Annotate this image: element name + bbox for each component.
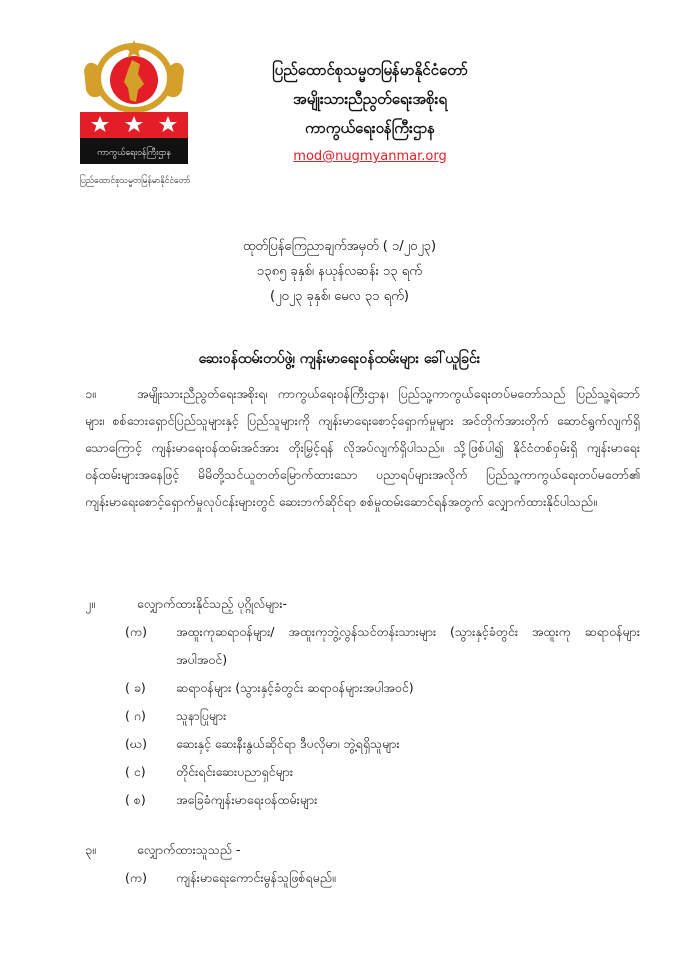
section-title: လျှောက်ထားနိုင်သည့် ပုဂ္ဂိုလ်များ- [137,596,287,611]
item-text: အထူးကုဆရာဝန်များ/ အထူးကုဘွဲ့လွန်သင်တန်းသားများ (သွားနှင့်ခံတွင်း အထူးကု ဆရာဝန်များအပါအဝင်) [176,624,640,667]
letterhead [215,56,525,171]
date-gregorian: (၂၀၂၃ ခုနှစ်၊ မေလ ၃၁ ရက်) [270,289,409,304]
list-item [85,864,640,892]
section-title: လျှောက်ထားသူသည် - [137,842,241,857]
item-text: ဆရာဝန်များ (သွားနှင့်ခံတွင်း ဆရာဝန်များအပါအဝင်) [176,680,414,695]
list-item [85,702,640,730]
subject-heading: ဆေးဝန်ထမ်းတပ်ဖွဲ့၊ ကျန်းမာရေးဝန်ထမ်းများ ခေါ်ယူခြင်း [198,351,481,367]
section-number: ၂။ [85,596,95,611]
list-item [85,786,640,814]
item-marker: ( ခ) [125,680,146,695]
announcement-block [0,234,679,309]
list-item [85,758,640,786]
list-item [85,674,640,702]
item-text: ကျန်းမာရေးကောင်းမွန်သူဖြစ်ရမည်။ [176,870,336,885]
header-line-1: ပြည်ထောင်စုသမ္မတမြန်မာနိုင်ငံတော် [272,61,468,79]
ministry-logo [78,40,190,172]
lion-left-icon [84,63,100,97]
email-link[interactable]: mod@nugmyanmar.org [293,149,447,164]
logo-caption: ပြည်ထောင်စုသမ္မတမြန်မာနိုင်ငံတော် [79,176,191,186]
item-marker: (ဃ) [125,736,147,751]
item-text: ဆေးနှင့် ဆေးနီးနွယ်ဆိုင်ရာ ဒီပလိုမာ၊ ဘွဲ့ရရှိသူများ [176,736,400,751]
item-text: သူနာပြုများ [176,708,227,723]
list-item [85,730,640,758]
item-marker: (က) [125,870,147,885]
section-number: ၃။ [85,842,96,857]
item-marker: ( ဂ) [125,708,146,723]
header-line-3: ကာကွယ်ရေးဝန်ကြီးဌာန [304,119,436,137]
item-text: အခြေခံကျန်းမာရေးဝန်ထမ်းများ [176,792,318,807]
item-marker: ( င) [125,764,146,779]
item-marker: (က) [125,624,147,639]
section-3 [85,836,640,892]
date-myanmar: ၁၃၈၅ ခုနှစ်၊ နယုန်လဆန်း ၁၃ ရက် [257,264,422,279]
item-marker: ( စ) [125,792,146,807]
paragraph-text: အမျိုးသားညီညွတ်ရေးအစိုးရ၊ ကာကွယ်ရေးဝန်ကြီးဌာန၊ ပြည်သူ့ကာကွယ်ရေးတပ်မတော်သည် ပြည်သူ့ရဲဘော်များ၊ စစ်ဘေးရှောင်ပြည်သူများနှင့် ပြည်သူများကို ကျန်းမာရေးစောင့်ရှောက်မှုများ အင်တိုက်အားတိုက် ဆောင်ရွက်လျက်ရှိသောကြောင့် ကျန်းမာရေးဝန်ထမ်းအင်အား တိုးမြှင့်ရန် လိုအပ်လျက်ရှိပါသည်။ သို့ဖြစ်ပါ၍ နိုင်ငံတစ်ဝှမ်းရှိ ကျန်းမာရေးဝန်ထမ်းများအနေဖြင့် မိမိတို့သင်ယူတတ်မြောက်ထားသော ပညာရပ်များအလိုက် ပြည်သူ့ကာကွယ်ရေးတပ်မတော်၏ ကျန်းမာရေးစောင့်ရှောက်မှုလုပ်ငန်းများတွင် ဆေးဘက်ဆိုင်ရာ စစ်မှုထမ်းဆောင်ရန်အတွက် လျှောက်ထားနိုင်ပါသည်။ [85,386,640,509]
list-item [85,618,640,674]
paragraph-1 [85,380,640,515]
header-line-2: အမျိုးသားညီညွတ်ရေးအစိုးရ [293,90,447,108]
lion-right-icon [168,63,184,97]
star-icon [124,40,144,58]
section-2 [85,590,640,814]
logo-band-text: ကာကွယ်ရေးဝန်ကြီးဌာန [97,148,171,158]
announcement-number: ထုတ်ပြန်ကြေညာချက်အမှတ် ( ၁/၂၀၂၃) [242,239,437,254]
item-text: တိုင်းရင်းဆေးပညာရှင်များ [176,764,294,779]
paragraph-number: ၁။ [85,386,96,401]
